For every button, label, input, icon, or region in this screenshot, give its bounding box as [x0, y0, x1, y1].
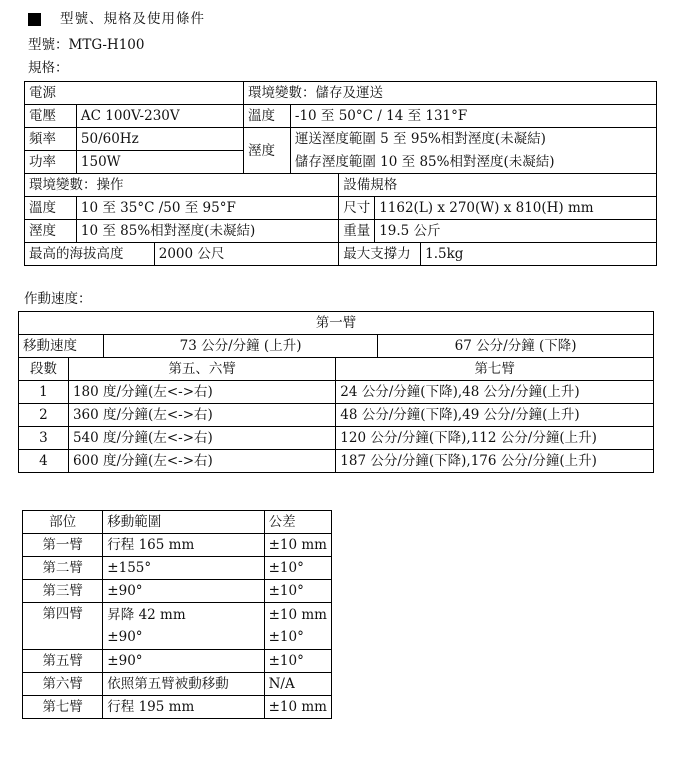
arm7-cell: 48 公分/分鐘(下降),49 公分/分鐘(上升) — [336, 404, 654, 427]
op-temp-label: 溫度 — [25, 197, 77, 220]
col-arm7: 第七臂 — [336, 358, 654, 381]
col-stage: 段數 — [19, 358, 69, 381]
range-cell: 行程 165 mm — [103, 534, 264, 557]
table-row — [23, 696, 332, 719]
op-humidity-value: 10 至 85%相對溼度(未凝結) — [76, 220, 338, 243]
range-cell: ±90° — [103, 580, 264, 603]
arm56-cell: 360 度/分鐘(左<->右) — [68, 404, 335, 427]
arm7-cell: 24 公分/分鐘(下降),48 公分/分鐘(上升) — [336, 381, 654, 404]
arm1-header: 第一臂 — [19, 312, 654, 335]
table-row — [23, 580, 332, 603]
arm56-cell: 540 度/分鐘(左<->右) — [68, 427, 335, 450]
table-row — [23, 534, 332, 557]
range-table — [22, 510, 332, 719]
env-operation-header: 環境變數：操作 — [25, 174, 339, 197]
tolerance-cell: ±10° — [264, 650, 331, 673]
op-temp-value: 10 至 35°C /50 至 95°F — [76, 197, 338, 220]
table-row — [19, 427, 654, 450]
max-load-label: 最大支撐力 — [339, 243, 421, 266]
table-row — [23, 557, 332, 580]
power-label: 功率 — [25, 151, 77, 174]
part-cell: 第一臂 — [23, 534, 103, 557]
arm7-cell: 120 公分/分鐘(下降),112 公分/分鐘(上升) — [336, 427, 654, 450]
move-speed-label: 移動速度 — [19, 335, 104, 358]
frequency-label: 頻率 — [25, 128, 77, 151]
table-row — [23, 603, 332, 650]
frequency-value: 50/60Hz — [76, 128, 243, 151]
tolerance-cell: ±10° — [264, 580, 331, 603]
altitude-value: 2000 公尺 — [154, 243, 338, 266]
col-arm56: 第五、六臂 — [68, 358, 335, 381]
arm56-cell: 180 度/分鐘(左<->右) — [68, 381, 335, 404]
voltage-label: 電壓 — [25, 105, 77, 128]
arm56-cell: 600 度/分鐘(左<->右) — [68, 450, 335, 473]
voltage-value: AC 100V-230V — [76, 105, 243, 128]
range-cell: 依照第五臂被動移動 — [103, 673, 264, 696]
altitude-label: 最高的海拔高度 — [25, 243, 155, 266]
spec-label: 規格： — [28, 60, 69, 76]
tolerance-cell: N/A — [264, 673, 331, 696]
tolerance-cell: ±10 mm — [264, 534, 331, 557]
stage-cell: 3 — [19, 427, 69, 450]
col-tolerance: 公差 — [264, 511, 331, 534]
spec-table — [24, 81, 657, 266]
table-row — [19, 381, 654, 404]
stage-cell: 1 — [19, 381, 69, 404]
part-cell: 第四臂 — [23, 603, 103, 650]
col-range: 移動範圍 — [103, 511, 264, 534]
speed-section-label: 作動速度： — [24, 291, 92, 307]
range-cell: 昇降 42 mm — [107, 607, 186, 623]
storage-humidity-label: 溼度 — [244, 128, 291, 174]
table-row — [23, 650, 332, 673]
weight-value: 19.5 公斤 — [375, 220, 657, 243]
tolerance-cell: ±10 mm — [264, 696, 331, 719]
part-cell: 第五臂 — [23, 650, 103, 673]
model-line: 型號：MTG-H100 — [28, 37, 145, 53]
stage-cell: 2 — [19, 404, 69, 427]
down-speed: 67 公分/分鐘 (下降) — [378, 335, 654, 358]
equipment-spec-header: 設備規格 — [339, 174, 657, 197]
section-title: 型號、規格及使用條件 — [60, 11, 205, 27]
up-speed: 73 公分/分鐘 (上升) — [103, 335, 377, 358]
size-value: 1162(L) x 270(W) x 810(H) mm — [375, 197, 657, 220]
weight-label: 重量 — [339, 220, 375, 243]
range-cell: 行程 195 mm — [103, 696, 264, 719]
part-cell: 第六臂 — [23, 673, 103, 696]
col-part: 部位 — [23, 511, 103, 534]
power-value: 150W — [76, 151, 243, 174]
arm7-cell: 187 公分/分鐘(下降),176 公分/分鐘(上升) — [336, 450, 654, 473]
tolerance-cell-secondary: ±10° — [268, 629, 304, 645]
range-cell-secondary: ±90° — [107, 629, 143, 645]
stage-cell: 4 — [19, 450, 69, 473]
tolerance-cell: ±10 mm — [268, 607, 327, 623]
power-header: 電源 — [25, 82, 244, 105]
tolerance-cell: ±10° — [264, 557, 331, 580]
storage-temp-label: 溫度 — [244, 105, 291, 128]
part-cell: 第三臂 — [23, 580, 103, 603]
table-row — [23, 673, 332, 696]
speed-table — [18, 311, 654, 473]
op-humidity-label: 溼度 — [25, 220, 77, 243]
table-row — [19, 404, 654, 427]
range-cell: ±90° — [103, 650, 264, 673]
part-cell: 第七臂 — [23, 696, 103, 719]
env-storage-header: 環境變數：儲存及運送 — [244, 82, 657, 105]
table-row — [19, 450, 654, 473]
range-cell: ±155° — [103, 557, 264, 580]
storage-humidity: 儲存溼度範圍 10 至 85%相對溼度(未凝結) — [290, 151, 656, 174]
storage-temp-value: -10 至 50°C / 14 至 131°F — [290, 105, 656, 128]
size-label: 尺寸 — [339, 197, 375, 220]
square-bullet-icon — [28, 13, 41, 26]
transport-humidity: 運送溼度範圍 5 至 95%相對溼度(未凝結) — [290, 128, 656, 151]
part-cell: 第二臂 — [23, 557, 103, 580]
max-load-value: 1.5kg — [421, 243, 657, 266]
